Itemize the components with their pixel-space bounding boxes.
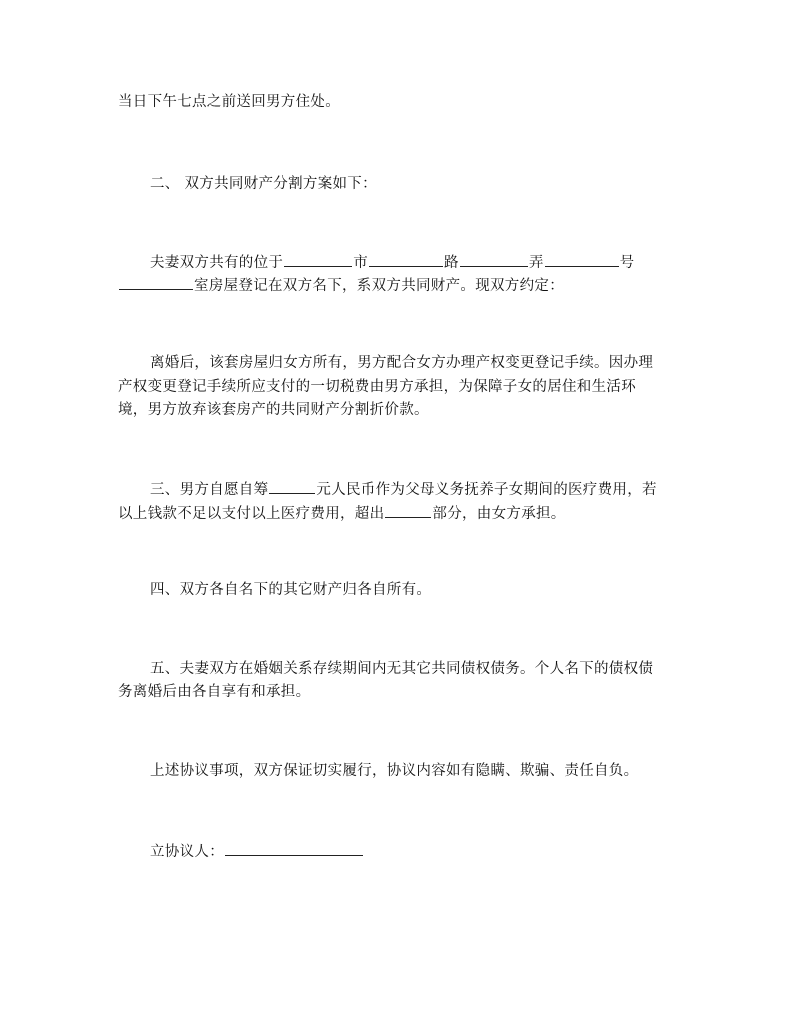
amount-blank	[269, 478, 315, 494]
house-para-line-3: 境，男方放弃该套房产的共同财产分割折价款。	[118, 402, 429, 418]
section-5-line-2: 务离婚后由各自享有和承担。	[118, 684, 311, 700]
section-3-suffix: 元人民币作为父母义务抚养子女期间的医疗费用，若	[316, 482, 657, 498]
section-2-heading: 二、 双方共同财产分割方案如下：	[150, 176, 377, 192]
number-blank	[545, 251, 619, 267]
property-prefix: 夫妻双方共有的位于	[150, 255, 284, 271]
room-blank	[119, 274, 193, 290]
property-room-line	[118, 274, 564, 297]
signatory-line	[150, 840, 364, 863]
property-room-text: 室房屋登记在双方名下，系双方共同财产。现双方约定：	[194, 278, 564, 294]
signatory-label: 立协议人：	[150, 844, 224, 860]
guarantee-statement: 上述协议事项，双方保证切实履行，协议内容如有隐瞒、欺骗、责任自负。	[150, 763, 639, 779]
property-address-line	[150, 251, 634, 274]
signatory-blank	[225, 840, 363, 856]
paragraph-continuation: 当日下午七点之前送回男方住处。	[118, 94, 340, 110]
section-3-line2-suffix: 部分，由女方承担。	[432, 506, 566, 522]
lane-blank	[460, 251, 528, 267]
section-3-line-2	[118, 502, 566, 525]
excess-blank	[385, 502, 431, 518]
section-3-prefix: 三、男方自愿自筹	[150, 482, 269, 498]
section-4: 四、双方各自名下的其它财产归各自所有。	[150, 582, 432, 598]
section-3-line2-prefix: 以上钱款不足以支付以上医疗费用，超出	[118, 506, 385, 522]
road-label: 路	[444, 255, 459, 271]
section-3-line-1	[150, 478, 657, 501]
number-label: 号	[619, 255, 635, 271]
house-para-line-2: 产权变更登记手续所应支付的一切税费由男方承担，为保障子女的居住和生活环	[118, 379, 636, 395]
city-label: 市	[353, 255, 369, 271]
road-blank	[369, 251, 443, 267]
city-blank	[284, 251, 352, 267]
lane-label: 弄	[528, 255, 544, 271]
house-para-line-1: 离婚后，该套房屋归女方所有，男方配合女方办理产权变更登记手续。因办理	[150, 355, 654, 371]
section-5-line-1: 五、夫妻双方在婚姻关系存续期间内无其它共同债权债务。个人名下的债权债	[150, 661, 654, 677]
